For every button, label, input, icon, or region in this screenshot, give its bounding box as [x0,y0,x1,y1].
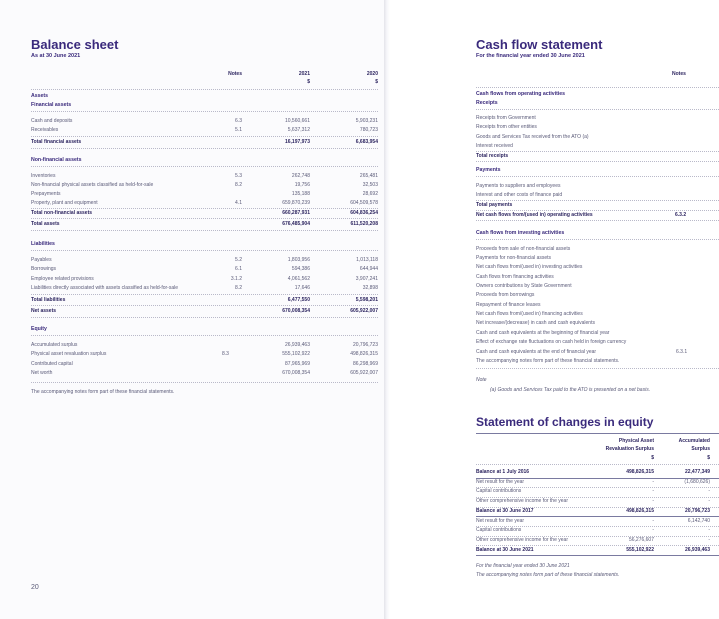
section-payments: Payments [476,167,501,173]
cf-row: Goods and Services Tax received from the ATO (a) [476,134,589,140]
row-note: 8.3 [222,351,229,357]
equity-col-acc-2: Surplus [691,446,710,452]
row-note: 5.3 [235,173,242,179]
section-receipts: Receipts [476,100,498,106]
equity-row-acc: - [708,488,710,495]
cf-row: Effect of exchange rate fluctuations on cash held in foreign currency [476,339,627,345]
total-2020: 611,520,208 [350,221,378,227]
row-2020: 604,509,578 [350,200,378,206]
divider [31,111,378,112]
section-assets: Assets [31,93,49,99]
row-2020: 5,903,231 [355,118,378,124]
cf-row: Cash and cash equivalents at the beginning of financial year [476,330,610,336]
divider [476,239,719,240]
equity-row-acc: 26,939,463 [684,546,710,553]
col-2020-header: 2020 [366,71,378,77]
row-2021: 4,061,562 [287,276,310,282]
row-2021: 5,637,312 [287,127,310,133]
cf-note-label: Note [476,377,487,383]
divider [476,176,719,177]
page-gutter [384,0,390,619]
equity-row-label: Other comprehensive income for the year [476,536,568,543]
equity-row-label: Capital contributions [476,527,522,534]
equity-row-acc: - [708,498,710,505]
row-2020: 265,481 [359,173,378,179]
row-2021: 17,646 [294,285,310,291]
row-2020: 605,922,007 [350,370,378,376]
row-note: 3.1.2 [230,276,242,282]
equity-footnote-1: For the financial year ended 30 June 2021 [476,563,570,569]
total-label: Net assets [31,308,57,314]
col-notes-header: Notes [228,71,242,77]
equity-row-reval: 498,826,315 [626,469,654,475]
col-2021-currency: $ [307,79,310,85]
row-label: Cash and deposits [31,118,73,124]
divider [476,220,719,221]
equity-row-acc: 6,142,740 [687,517,710,524]
section-financial-assets: Financial assets [31,102,72,108]
row-2020: 28,692 [362,191,378,197]
row-2021: 135,188 [291,191,310,197]
cf-notes-header: Notes [672,71,686,77]
row-label: Property, plant and equipment [31,200,98,206]
row-note: 6.1 [235,266,242,272]
equity-row-reval: - [652,478,654,485]
cf-row: Proceeds from sale of non-financial assets [476,246,571,252]
row-2020: 1,013,118 [356,257,378,263]
row-note: 6.3 [235,118,242,124]
cf-row: Cash flows from financing activities [476,274,554,280]
row-note: 4.1 [235,200,242,206]
row-label: Receivables [31,127,59,133]
row-label: Accumulated surplus [31,342,78,348]
cf-row: Net increase/(decrease) in cash and cash equivalents [476,320,595,326]
total-2021: 16,197,973 [284,139,310,145]
row-note: 8.2 [235,182,242,188]
divider [476,368,719,369]
row-note: 5.1 [235,127,242,133]
divider [476,555,719,556]
cf-row: Receipts from Government [476,115,536,121]
row-label: Payables [31,257,52,263]
divider [476,464,719,465]
cash-flow-title: Cash flow statement [476,37,603,52]
page-number: 20 [31,584,39,591]
row-label: Borrowings [31,266,57,272]
row-note: 5.2 [235,257,242,263]
divider [476,151,719,152]
divider [31,136,378,137]
cf-cash-end-note: 6.3.1 [676,349,688,355]
row-2020: 32,503 [362,182,378,188]
row-label: Non-financial physical assets classified as held-for-sale [31,182,154,188]
equity-row-reval: 498,826,315 [626,507,654,514]
equity-row-label: Net result for the year [476,478,525,485]
row-2020: 644,944 [359,266,378,272]
cf-row: Payments for non-financial assets [476,255,552,261]
equity-row-reval: 555,102,922 [626,546,654,553]
cf-row: Net cash flows from/(used in) financing activities [476,311,583,317]
total-label: Total non-financial assets [31,210,93,216]
divider [476,161,719,162]
divider [31,250,378,251]
row-2020: 86,298,969 [352,361,378,367]
divider [31,230,378,231]
cf-row: Net cash flows from/(used in) investing activities [476,264,583,270]
row-2021: 594,386 [291,266,310,272]
divider [476,210,719,211]
cf-row: Receipts from other entities [476,124,537,130]
divider [31,166,378,167]
equity-row-reval: 56,276,607 [628,536,654,543]
equity-col-reval-1: Physical Asset [618,438,654,444]
divider [476,200,719,201]
total-2021: 660,287,931 [282,210,310,216]
row-label: Employee related provisions [31,276,94,282]
row-note: 8.2 [235,285,242,291]
total-2020: 5,598,201 [355,297,378,303]
cf-total-receipts: Total receipts [476,153,509,159]
equity-col-acc-1: Accumulated [678,438,710,444]
cf-row: Interest received [476,143,513,149]
cf-net-operating-note: 6.3.2 [675,212,687,218]
row-2021: 87,965,969 [284,361,310,367]
row-label: Net worth [31,370,53,376]
equity-col-acc-currency: $ [707,455,710,461]
equity-row-label: Balance at 30 June 2021 [476,546,534,553]
cf-row: Owners contributions by State Government [476,283,572,289]
balance-sheet-subtitle: As at 30 June 2021 [31,53,81,59]
equity-col-reval-currency: $ [651,455,654,461]
total-2021: 676,485,904 [282,221,310,227]
equity-row-acc: 20,796,723 [684,507,710,514]
divider [31,148,378,149]
balance-sheet-title: Balance sheet [31,37,119,52]
total-label: Total financial assets [31,139,82,145]
row-2021: 19,756 [294,182,310,188]
row-2020: 3,907,241 [355,276,378,282]
section-investing: Cash flows from investing activities [476,230,565,236]
cf-row: The accompanying notes form part of these financial statements. [476,358,620,364]
section-operating: Cash flows from operating activities [476,91,566,97]
row-2021: 1,803,956 [287,257,310,263]
cf-row: Interest and other costs of finance paid [476,192,563,198]
total-label: Total liabilities [31,297,66,303]
divider [31,208,378,209]
divider [31,305,378,306]
equity-row-acc: 22,477,349 [684,469,710,475]
equity-row-reval: - [652,517,654,524]
equity-row-label: Balance at 30 June 2017 [476,507,534,514]
balance-sheet-footnote: The accompanying notes form part of these financial statements. [31,389,175,395]
divider [476,109,719,110]
total-2021: 6,477,550 [287,297,310,303]
cf-net-operating: Net cash flows from/(used in) operating activities [476,212,593,218]
equity-row-label: Capital contributions [476,488,522,495]
total-2020: 6,683,954 [355,139,378,145]
row-2021: 262,748 [291,173,310,179]
divider [31,294,378,295]
equity-title: Statement of changes in equity [476,415,654,429]
section-non-financial-assets: Non-financial assets [31,157,82,163]
cf-row: Proceeds from borrowings [476,292,535,298]
row-2021: 670,008,354 [282,370,310,376]
total-2020: 604,836,254 [350,210,378,216]
divider [31,218,378,219]
row-2021: 555,102,922 [282,351,310,357]
total-label: Total assets [31,221,60,227]
equity-row-label: Balance at 1 July 2016 [476,469,530,475]
row-2021: 10,560,661 [284,118,310,124]
divider [31,382,378,383]
equity-col-reval-2: Revaluation Surplus [605,446,654,452]
cf-total-payments: Total payments [476,202,513,208]
row-2020: 498,826,315 [350,351,378,357]
equity-row-acc: - [708,527,710,534]
equity-row-reval: - [652,527,654,534]
cf-row: Payments to suppliers and employees [476,183,561,189]
total-2020: 605,922,007 [350,308,378,314]
total-2021: 670,008,354 [282,308,310,314]
cf-note-a: (a) Goods and Services Tax paid to the ATO is presented on a net basis. [490,387,651,393]
row-label: Physical asset revaluation surplus [31,351,107,357]
equity-row-acc: (1,680,626) [684,478,710,485]
section-liabilities: Liabilities [31,241,55,247]
divider [31,317,378,318]
equity-row-label: Other comprehensive income for the year [476,498,568,505]
equity-row-reval: - [652,498,654,505]
header-divider [31,89,378,90]
cash-flow-subtitle: For the financial year ended 30 June 2021 [476,53,585,59]
row-2020: 780,723 [359,127,378,133]
equity-row-label: Net result for the year [476,517,525,524]
cf-row: Cash and cash equivalents at the end of financial year [476,349,597,355]
divider [31,335,378,336]
row-2021: 26,939,463 [284,342,310,348]
equity-row-acc: - [708,536,710,543]
divider [476,87,719,88]
equity-footnote-2: The accompanying notes form part of these financial statements. [476,572,620,578]
row-2020: 32,898 [362,285,378,291]
equity-title-rule [476,433,719,434]
col-2020-currency: $ [375,79,378,85]
section-equity: Equity [31,326,47,332]
row-label: Inventories [31,173,56,179]
cf-row: Repayment of finance leases [476,302,541,308]
row-2021: 659,870,239 [282,200,310,206]
equity-row-reval: - [652,488,654,495]
col-2021-header: 2021 [298,71,310,77]
row-label: Contributed capital [31,361,73,367]
row-2020: 20,796,723 [352,342,378,348]
row-label: Prepayments [31,191,61,197]
row-label: Liabilities directly associated with assets classified as held-for-sale [31,285,179,291]
